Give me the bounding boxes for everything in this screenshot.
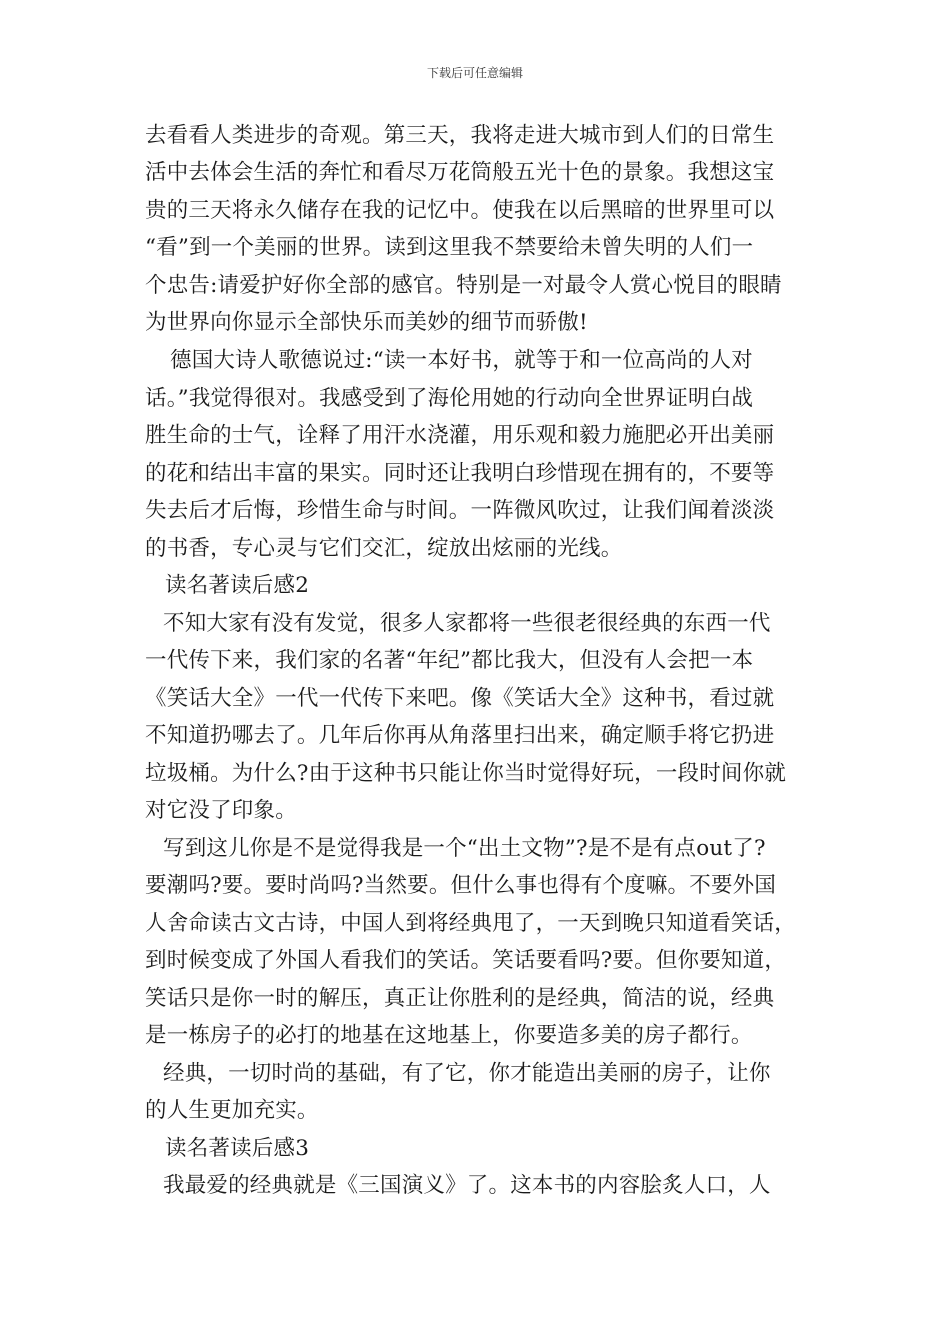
text-line: “看”到一个美丽的世界。读到这里我不禁要给未曾失明的人们一 [145,235,754,260]
text-line: 写到这儿你是不是觉得我是一个“出土文物”?是不是有点out了? [163,836,766,861]
text-line: 的人生更加充实。 [145,1098,319,1123]
page-header: 下载后可任意编辑 [426,66,523,80]
text-line: 是一栋房子的必打的地基在这地基上，你要造多美的房子都行。 [145,1023,753,1048]
section-heading: 读名著读后感3 [165,1136,310,1161]
text-line: 去看看人类进步的奇观。第三天，我将走进大城市到人们的日常生 [145,123,775,148]
text-line: 话。”我觉得很对。我感受到了海伦用她的行动向全世界证明白战 [145,386,754,411]
text-line: 《笑话大全》一代一代传下来吧。像《笑话大全》这种书，看过就 [145,686,775,711]
text-line: 垃圾桶。为什么?由于这种书只能让你当时觉得好玩，一段时间你就 [145,761,787,786]
text-line: 经典，一切时尚的基础，有了它，你才能造出美丽的房子，让你 [163,1061,771,1086]
text-line: 要潮吗?要。要时尚吗?当然要。但什么事也得有个度嘛。不要外国 [145,873,777,898]
text-line: 不知大家有没有发觉，很多人家都将一些很老很经典的东西一代 [163,611,771,636]
text-line: 胜生命的士气，诠释了用汗水浇灌，用乐观和毅力施肥必开出美丽 [145,423,775,448]
text-line: 个忠告:请爱护好你全部的感官。特别是一对最令人赏心悦目的眼睛 [145,273,782,298]
text-line: 对它没了印象。 [145,798,297,823]
text-line: 到时候变成了外国人看我们的笑话。笑话要看吗?要。但你要知道， [145,948,787,973]
text-line: 为世界向你显示全部快乐而美妙的细节而骄傲! [145,310,588,335]
text-line: 的书香，专心灵与它们交汇，绽放出炫丽的光线。 [145,536,623,561]
text-line: 德国大诗人歌德说过:“读一本好书，就等于和一位高尚的人对 [170,348,753,373]
text-line: 失去后才后悔，珍惜生命与时间。一阵微风吹过，让我们闻着淡淡 [145,498,775,523]
text-line: 人舍命读古文古诗，中国人到将经典甩了，一天到晚只知道看笑话， [145,911,797,936]
text-line: 我最爱的经典就是《三国演义》了。这本书的内容脍炙人口，人 [163,1173,771,1198]
text-line: 笑话只是你一时的解压，真正让你胜利的是经典，简洁的说，经典 [145,986,775,1011]
section-heading: 读名著读后感2 [165,573,310,598]
text-line: 不知道扔哪去了。几年后你再从角落里扫出来，确定顺手将它扔进 [145,723,775,748]
text-line: 活中去体会生活的奔忙和看尽万花筒般五光十色的景象。我想这宝 [145,160,775,185]
text-line: 的花和结出丰富的果实。同时还让我明白珍惜现在拥有的，不要等 [145,461,775,486]
text-line: 贵的三天将永久储存在我的记忆中。使我在以后黑暗的世界里可以 [145,198,775,223]
text-line: 一代传下来，我们家的名著“年纪”都比我大，但没有人会把一本 [145,648,754,673]
